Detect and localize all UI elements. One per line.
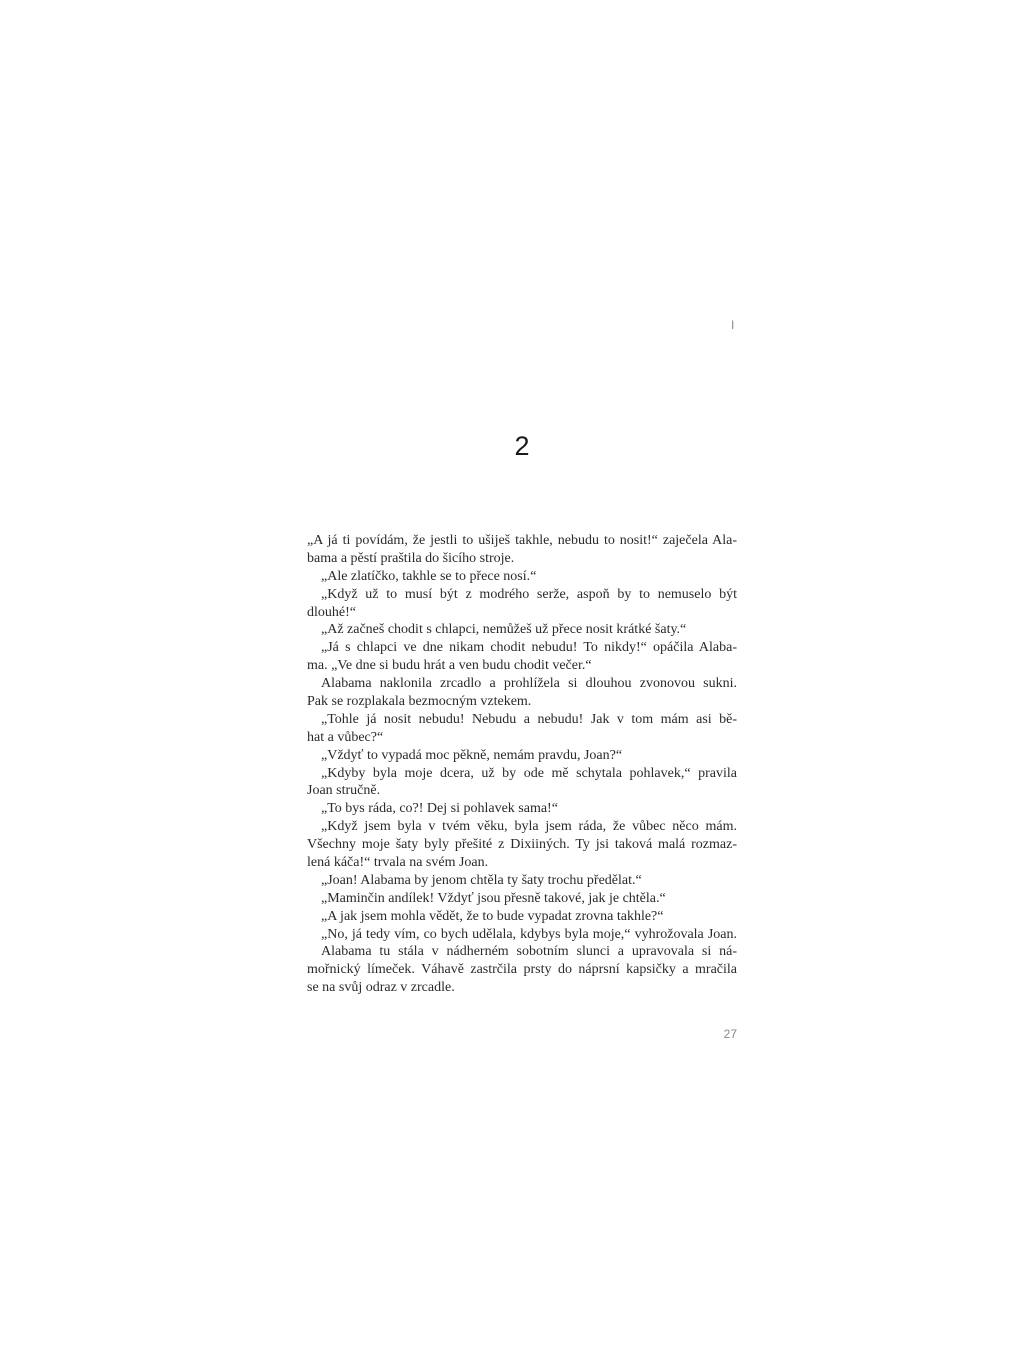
text-line: „To bys ráda, co?! Dej si pohlavek sama!“ (307, 801, 558, 817)
text-line: „No, já tedy vím, co bych udělala, kdybys byla moje,“ vyhrožovala Joan. (307, 926, 737, 942)
text-line: „Já s chlapci ve dne nikam chodit nebudu! To nikdy!“ opáčila Alaba- (307, 640, 737, 656)
text-line: „Vždyť to vypadá moc pěkně, nemám pravdu, Joan?“ (307, 747, 623, 763)
text-line: bama a pěstí praštila do šicího stroje. (307, 550, 515, 566)
text-line: „Maminčin andílek! Vždyť jsou přesně takové, jak je chtěla.“ (307, 890, 666, 906)
text-line: „Když jsem byla v tvém věku, byla jsem ráda, že vůbec něco mám. (307, 819, 737, 835)
text-line: Pak se rozplakala bezmocným vztekem. (307, 694, 532, 710)
text-line: „Tohle já nosit nebudu! Nebudu a nebudu! Jak v tom mám asi bě- (307, 711, 737, 727)
text-line: Joan stručně. (307, 783, 381, 799)
text-line: „A já ti povídám, že jestli to ušiješ takhle, nebudu to nosit!“ zaječela Ala- (307, 533, 737, 548)
text-line: „Až začneš chodit s chlapci, nemůžeš už přece nosit krátké šaty.“ (307, 622, 687, 638)
text-line: „Když už to musí být z modrého serže, aspoň by to nemuselo být (307, 586, 737, 602)
text-line: dlouhé!“ (307, 604, 356, 620)
text-line: lená káča!“ trvala na svém Joan. (307, 855, 489, 871)
chapter-number: 2 (514, 431, 530, 461)
text-line: ma. „Ve dne si budu hrát a ven budu chodit večer.“ (307, 658, 592, 674)
text-line: „Ale zlatíčko, takhle se to přece nosí.“ (307, 568, 537, 584)
text-line: hat a vůbec?“ (307, 729, 384, 745)
text-line: se na svůj odraz v zrcadle. (307, 980, 455, 996)
part-mark: I (731, 318, 735, 332)
text-line: „Kdyby byla moje dcera, už by ode mě schytala pohlavek,“ pravila (307, 765, 737, 781)
text-line: „A jak jsem mohla vědět, že to bude vypadat zrovna takhle?“ (307, 908, 664, 924)
text-line: Všechny moje šaty byly přešité z Dixiiných. Ty jsi taková malá rozmaz- (307, 837, 737, 853)
text-line: mořnický límeček. Váhavě zastrčila prsty do náprsní kapsičky a mračila (307, 962, 737, 978)
text-line: Alabama naklonila zrcadlo a prohlížela si dlouhou zvonovou sukni. (307, 676, 737, 692)
text-line: „Joan! Alabama by jenom chtěla ty šaty trochu předělat.“ (307, 872, 642, 888)
page-number: 27 (723, 1027, 737, 1041)
chapter-body-text (307, 532, 737, 997)
text-line: Alabama tu stála v nádherném sobotním slunci a upravovala si ná- (307, 944, 737, 960)
